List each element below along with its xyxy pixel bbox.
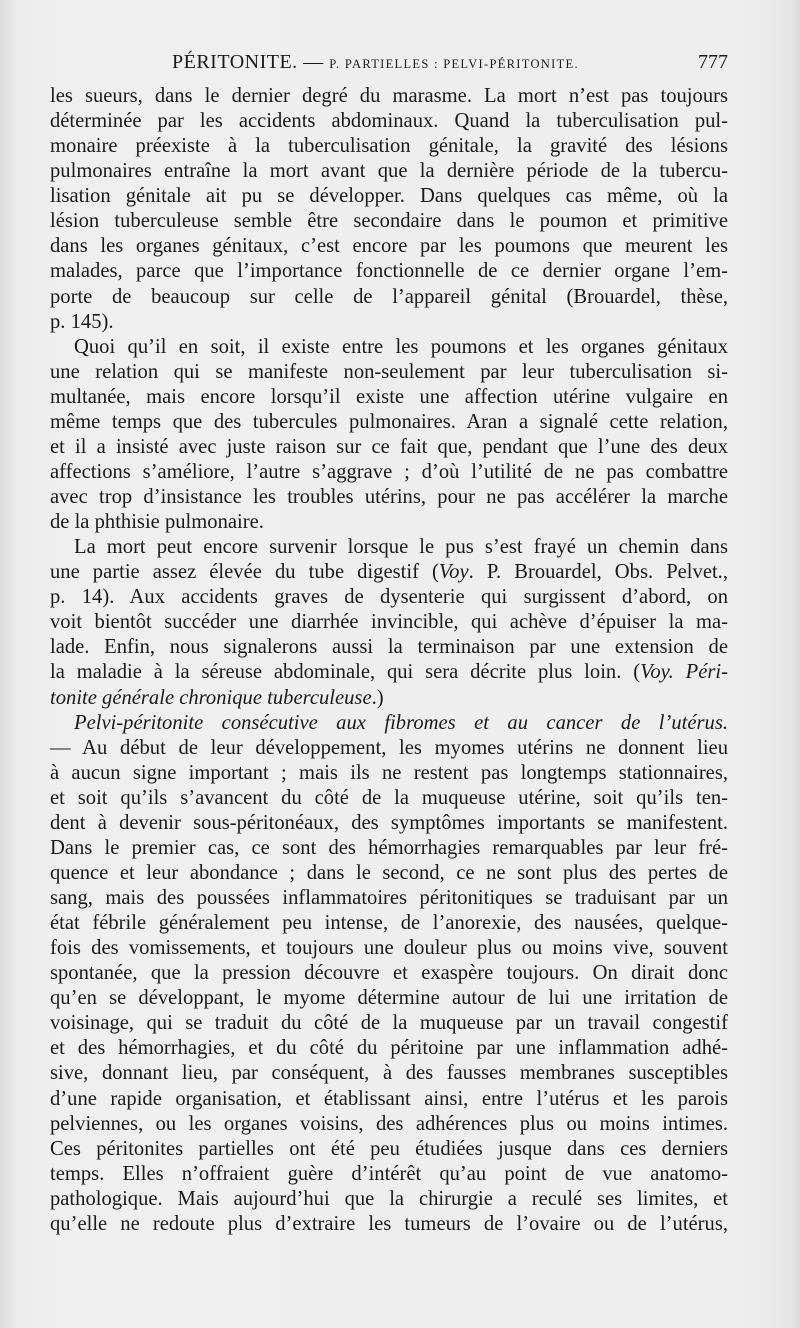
text-line	[50, 310, 728, 335]
text-line	[50, 585, 728, 610]
text-run: Ces péritonites partielles ont été peu étudiées jusque dans ces derniers	[50, 1137, 728, 1160]
italic-text: Voy	[438, 561, 469, 584]
text-run: sang, mais des poussées inflammatoires péritonitiques se traduisant par un	[50, 887, 728, 909]
text-run: lisation génitale ait pu se développer. Dans quelques cas même, où la	[50, 185, 728, 208]
text-line	[50, 1137, 728, 1162]
text-line	[50, 786, 728, 811]
text-run: pathologique. Mais aujourd’hui que la chirurgie a reculé ses limites, et	[50, 1187, 728, 1210]
text-run: quence et leur abondance ; dans le second, ce ne sont plus des pertes de	[50, 861, 728, 884]
text-run: et des hémorrhagies, et du côté du péritoine par une inflammation adhé-	[50, 1037, 728, 1060]
text-line	[50, 510, 728, 535]
text-line	[50, 460, 728, 485]
text-run: pelviennes, ou les organes voisins, des adhérences plus ou moins intimes.	[50, 1112, 728, 1135]
text-run: même temps que des tubercules pulmonaires. Aran a signalé cette relation,	[50, 410, 728, 433]
text-line	[50, 1036, 728, 1061]
text-run: affections s’améliore, l’autre s’aggrave ; d’où l’utilité de ne pas combattre	[50, 460, 728, 483]
text-line	[50, 109, 728, 134]
text-line	[50, 761, 728, 786]
text-run: . P. Brouardel, Obs. Pelvet.,	[468, 561, 728, 584]
text-run: état fébrile généralement peu intense, de l’anorexie, des nausées, quelque-	[50, 912, 728, 935]
text-line	[50, 1162, 728, 1187]
text-line	[50, 1061, 728, 1086]
text-run: spontanée, que la pression découvre et exaspère toujours. On dirait donc	[50, 962, 728, 985]
text-run: p. 145).	[50, 310, 114, 333]
text-run: monaire préexiste à la tuberculisation génitale, la gravité des lésions	[50, 135, 728, 158]
italic-text: Voy. Péri-	[640, 661, 728, 684]
text-line	[50, 560, 728, 585]
text-line	[50, 285, 728, 310]
text-run: d’une rapide organisation, et établissant ainsi, entre l’utérus et les parois	[50, 1087, 728, 1110]
text-line	[50, 660, 728, 685]
text-line	[50, 234, 728, 259]
text-run: porte de beaucoup sur celle de l’appareil génital (Brouardel, thèse,	[50, 285, 728, 308]
text-run: multanée, mais encore lorsqu’il existe une affection utérine vulgaire en	[50, 385, 728, 408]
running-title-main: PÉRITONITE. —	[172, 51, 324, 73]
text-run: fois des vomissements, et toujours une douleur plus ou moins vive, souvent	[50, 937, 728, 960]
running-header	[50, 46, 728, 78]
text-line	[50, 886, 728, 911]
running-title	[172, 46, 579, 80]
text-line	[50, 385, 728, 410]
text-line	[50, 134, 728, 159]
text-line	[50, 711, 728, 736]
text-run: et il a insisté avec juste raison sur ce fait que, pendant que l’une des deux	[50, 435, 728, 458]
text-run: — Au début de leur développement, les myomes utérins ne donnent lieu	[50, 736, 728, 759]
text-line	[50, 535, 728, 560]
text-line	[50, 986, 728, 1011]
text-run: sive, donnant lieu, par conséquent, à des fausses membranes susceptibles	[50, 1062, 728, 1085]
text-line	[50, 811, 728, 836]
text-run: à aucun signe important ; mais ils ne restent pas longtemps stationnaires,	[50, 761, 728, 784]
text-line	[50, 635, 728, 660]
italic-text: Pelvi-péritonite consécutive aux fibromes et au cancer de l’utérus.	[74, 711, 728, 734]
text-run: une relation qui se manifeste non-seulement par leur tuberculisation si-	[50, 360, 728, 383]
text-run: la maladie à la séreuse abdominale, qui sera décrite plus loin. (	[50, 661, 641, 684]
text-run: Quoi qu’il en soit, il existe entre les poumons et les organes génitaux	[74, 335, 728, 358]
text-line	[50, 936, 728, 961]
text-run: lésion tuberculeuse semble être secondaire dans le poumon et primitive	[50, 210, 728, 233]
text-line	[50, 360, 728, 385]
text-run: les sueurs, dans le dernier degré du marasme. La mort n’est pas toujours	[50, 85, 728, 107]
text-line	[50, 1087, 728, 1112]
text-line	[50, 335, 728, 360]
text-run: qu’en se développant, le myome détermine autour de lui une irritation de	[50, 987, 728, 1010]
text-line	[50, 209, 728, 234]
text-run: Dans le premier cas, ce sont des hémorrhagies remarquables par leur fré-	[50, 836, 728, 859]
text-run: dans les organes génitaux, c’est encore par les poumons que meurent les	[50, 235, 728, 258]
text-line	[50, 836, 728, 861]
text-run: p. 14). Aux accidents graves de dysenterie qui surgissent d’abord, on	[50, 586, 728, 609]
body-text	[50, 84, 728, 1237]
text-run: voit bientôt succéder une diarrhée invincible, qui achève d’épuiser la ma-	[50, 611, 728, 634]
text-run: avec trop d’insistance les troubles utérins, pour ne pas accélérer la marche	[50, 486, 728, 508]
text-run: voisinage, qui se traduit du côté de la muqueuse par un travail congestif	[50, 1012, 728, 1035]
text-line	[50, 410, 728, 435]
text-line	[50, 961, 728, 986]
running-title-section: P. PARTIELLES : PELVI-PÉRITONITE.	[329, 57, 579, 71]
text-run: .)	[371, 686, 384, 709]
text-line	[50, 485, 728, 510]
text-run: déterminée par les accidents abdominaux. Quand la tuberculisation pul-	[50, 110, 728, 133]
text-run: La mort peut encore survenir lorsque le pus s’est frayé un chemin dans	[74, 536, 728, 559]
text-line	[50, 1212, 728, 1237]
text-line	[50, 259, 728, 284]
text-run: malades, parce que l’importance fonctionnelle de ce dernier organe l’em-	[50, 260, 728, 283]
text-line	[50, 736, 728, 761]
text-line	[50, 861, 728, 886]
text-run: et soit qu’ils s’avancent du côté de la muqueuse utérine, soit qu’ils ten-	[50, 786, 728, 809]
text-line	[50, 159, 728, 184]
text-run: une partie assez élevée du tube digestif (	[50, 561, 439, 584]
text-line	[50, 1112, 728, 1137]
text-line	[50, 184, 728, 209]
text-run: de la phthisie pulmonaire.	[50, 511, 264, 534]
text-run: qu’elle ne redoute plus d’extraire les tumeurs de l’ovaire ou de l’utérus,	[50, 1212, 728, 1235]
text-run: temps. Elles n’offraient guère d’intérêt qu’au point de vue anatomo-	[50, 1162, 728, 1185]
text-line	[50, 610, 728, 635]
italic-text: tonite générale chronique tuberculeuse	[50, 686, 372, 709]
page-number: 777	[698, 51, 728, 73]
text-line	[50, 84, 728, 109]
text-line	[50, 1011, 728, 1036]
text-run: pulmonaires entraîne la mort avant que la dernière période de la tubercu-	[50, 160, 728, 183]
text-line	[50, 911, 728, 936]
text-line	[50, 435, 728, 460]
text-line	[50, 1187, 728, 1212]
text-run: lade. Enfin, nous signalerons aussi la terminaison par une extension de	[50, 636, 728, 659]
text-run: dent à devenir sous-péritonéaux, des symptômes importants se manifestent.	[50, 811, 728, 834]
text-line	[50, 686, 728, 711]
